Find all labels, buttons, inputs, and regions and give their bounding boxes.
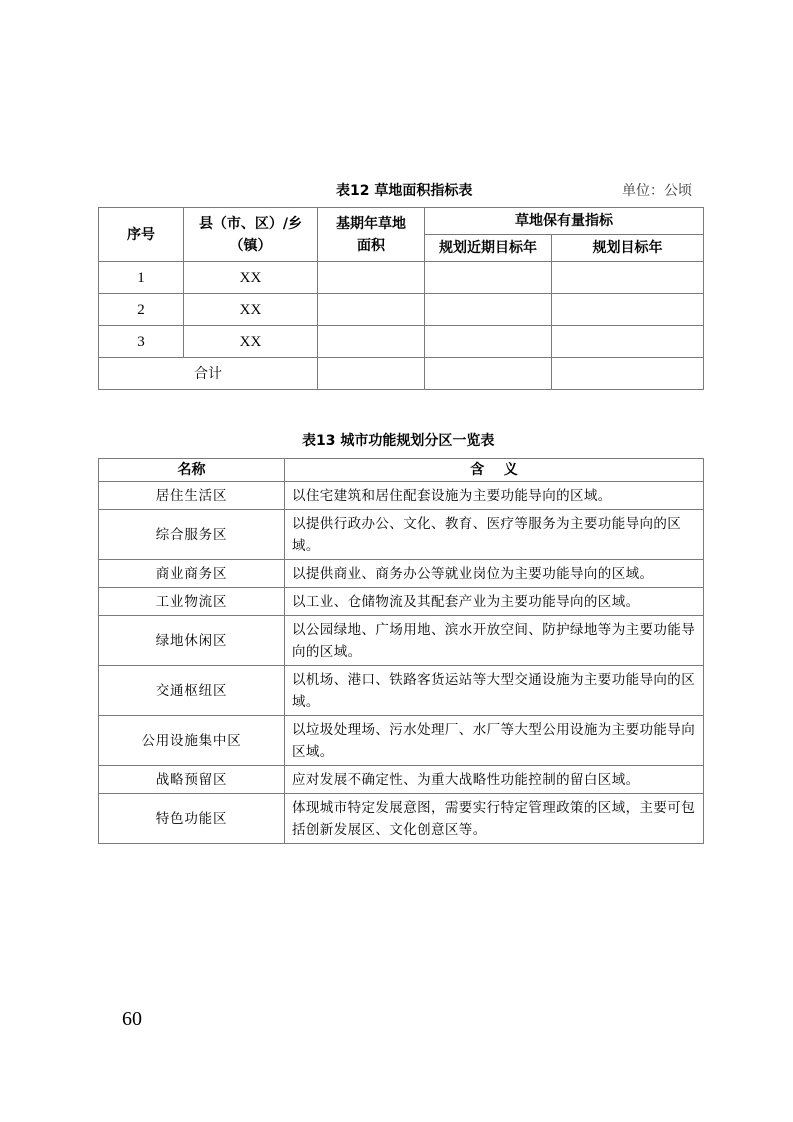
total-row [99,358,704,390]
page-number: 60 [122,1008,142,1030]
header-base-area: 基期年草地面积 [318,208,425,262]
table-row [99,616,704,666]
table-row [99,794,704,844]
row-target [552,294,704,326]
row-target [552,326,704,358]
zone-name: 公用设施集中区 [99,716,285,766]
urban-function-zoning-table [98,458,704,844]
zone-name: 特色功能区 [99,794,285,844]
table-row [99,588,704,616]
table-row [99,294,704,326]
header-name: 名称 [99,459,285,482]
zone-meaning: 以公园绿地、广场用地、滨水开放空间、防护绿地等为主要功能导向的区域。 [285,616,704,666]
row-near [425,262,552,294]
row-near [425,326,552,358]
header-retention: 草地保有量指标 [425,208,704,235]
zone-meaning: 以机场、港口、铁路客货运站等大型交通设施为主要功能导向的区域。 [285,666,704,716]
row-near [425,294,552,326]
table12-unit-label: 单位：公顷 [622,183,692,199]
grassland-area-table [98,207,704,390]
header-seq: 序号 [99,208,184,262]
zone-meaning: 应对发展不确定性、为重大战略性功能控制的留白区域。 [285,766,704,794]
table13-caption: 表13 城市功能规划分区一览表 [302,433,495,449]
zone-meaning: 以住宅建筑和居住配套设施为主要功能导向的区域。 [285,482,704,510]
total-near [425,358,552,390]
zone-name: 交通枢纽区 [99,666,285,716]
row-name: XX [184,294,318,326]
total-target [552,358,704,390]
table-row [99,560,704,588]
zone-meaning: 以工业、仓储物流及其配套产业为主要功能导向的区域。 [285,588,704,616]
table-row [99,510,704,560]
zone-name: 居住生活区 [99,482,285,510]
zone-meaning: 以垃圾处理场、污水处理厂、水厂等大型公用设施为主要功能导向区域。 [285,716,704,766]
row-base [318,326,425,358]
table-row [99,262,704,294]
row-base [318,262,425,294]
header-meaning: 含 义 [285,459,704,482]
header-target: 规划目标年 [552,235,704,262]
row-target [552,262,704,294]
row-name: XX [184,262,318,294]
zone-name: 绿地休闲区 [99,616,285,666]
table-row [99,326,704,358]
table-row [99,666,704,716]
zone-name: 工业物流区 [99,588,285,616]
zone-meaning: 以提供商业、商务办公等就业岗位为主要功能导向的区域。 [285,560,704,588]
row-name: XX [184,326,318,358]
zone-name: 商业商务区 [99,560,285,588]
table-row [99,482,704,510]
row-seq: 3 [99,326,184,358]
zone-name: 战略预留区 [99,766,285,794]
row-seq: 2 [99,294,184,326]
total-base [318,358,425,390]
total-label: 合计 [99,358,318,390]
table-row [99,766,704,794]
row-base [318,294,425,326]
header-near-term: 规划近期目标年 [425,235,552,262]
zone-name: 综合服务区 [99,510,285,560]
zone-meaning: 体现城市特定发展意图，需要实行特定管理政策的区域，主要可包括创新发展区、文化创意区等。 [285,794,704,844]
table-row [99,716,704,766]
header-county: 县（市、区）/乡（镇） [184,208,318,262]
row-seq: 1 [99,262,184,294]
table12-caption: 表12 草地面积指标表 [336,183,473,199]
zone-meaning: 以提供行政办公、文化、教育、医疗等服务为主要功能导向的区域。 [285,510,704,560]
